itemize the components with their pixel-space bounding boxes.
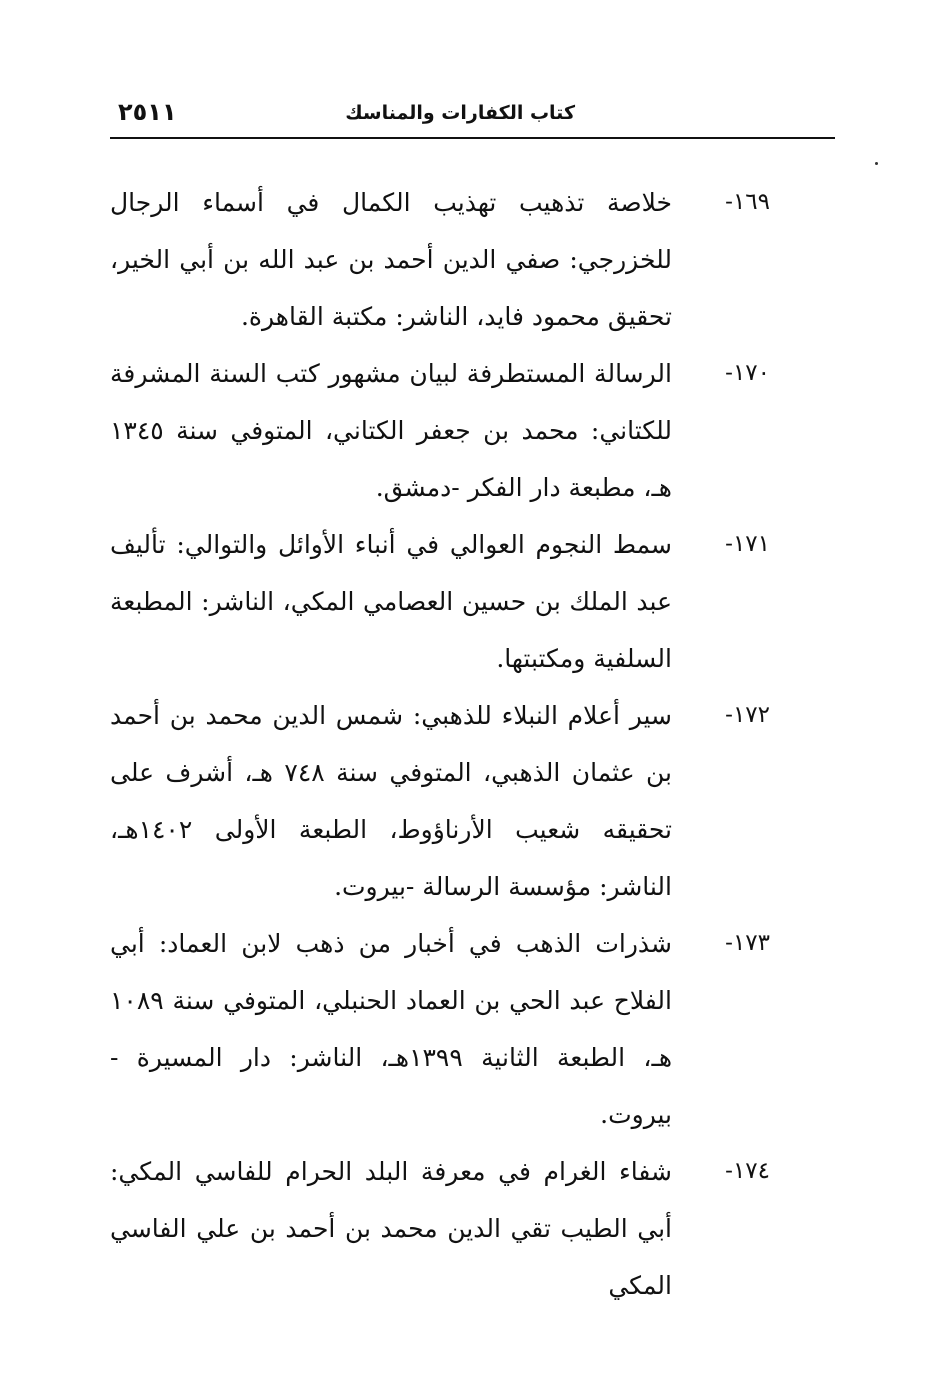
header-title: كتاب الكفارات والمناسك (345, 102, 575, 124)
running-header (110, 96, 835, 136)
header-rule (110, 137, 835, 139)
entry-number: ١٧٣- (725, 930, 770, 956)
entry-text: شذرات الذهب في أخبار من ذهب لابن العماد: أبي الفلاح عبد الحي بن العماد الحنبلي، المتوفي سنة ١٠٨٩ هـ، الطبعة الثانية ١٣٩٩هـ، الناشر: دار المسيرة - بيروت. (110, 929, 672, 1129)
entry-text: خلاصة تذهيب تهذيب الكمال في أسماء الرجال للخزرجي: صفي الدين أحمد بن عبد الله بن أبي الخير، تحقيق محمود فايد، الناشر: مكتبة القاهرة. (110, 188, 672, 331)
entry-text: الرسالة المستطرفة لبيان مشهور كتب السنة المشرفة للكتاني: محمد بن جعفر الكتاني، المتوفي سنة ١٣٤٥ هـ، مطبعة دار الفكر -دمشق. (110, 359, 672, 502)
scan-speck (875, 162, 878, 165)
bibliography-entry (110, 516, 770, 687)
bibliography-list (110, 174, 770, 1314)
entry-text: سمط النجوم العوالي في أنباء الأوائل والتوالي: تأليف عبد الملك بن حسين العصامي المكي، الناشر: المطبعة السلفية ومكتبتها. (110, 530, 672, 673)
entry-number: ١٦٩- (725, 189, 770, 215)
bibliography-entry (110, 345, 770, 516)
bibliography-entry (110, 174, 770, 345)
bibliography-entry (110, 687, 770, 915)
page-number: ٢٥١١ (118, 98, 177, 126)
entry-number: ١٧٠- (725, 360, 770, 386)
entry-text: سير أعلام النبلاء للذهبي: شمس الدين محمد بن أحمد بن عثمان الذهبي، المتوفي سنة ٧٤٨ هـ، أشرف على تحقيقه شعيب الأرناؤوط، الطبعة الأولى ١٤٠٢هـ، الناشر: مؤسسة الرسالة -بيروت. (110, 701, 672, 901)
entry-number: ١٧٢- (725, 702, 770, 728)
bibliography-entry (110, 915, 770, 1143)
bibliography-entry (110, 1143, 770, 1314)
entry-number: ١٧١- (725, 531, 770, 557)
entry-text: شفاء الغرام في معرفة البلد الحرام للفاسي المكي: أبي الطيب تقي الدين محمد بن أحمد بن علي الفاسي المكي (110, 1157, 672, 1300)
entry-number: ١٧٤- (725, 1158, 770, 1184)
